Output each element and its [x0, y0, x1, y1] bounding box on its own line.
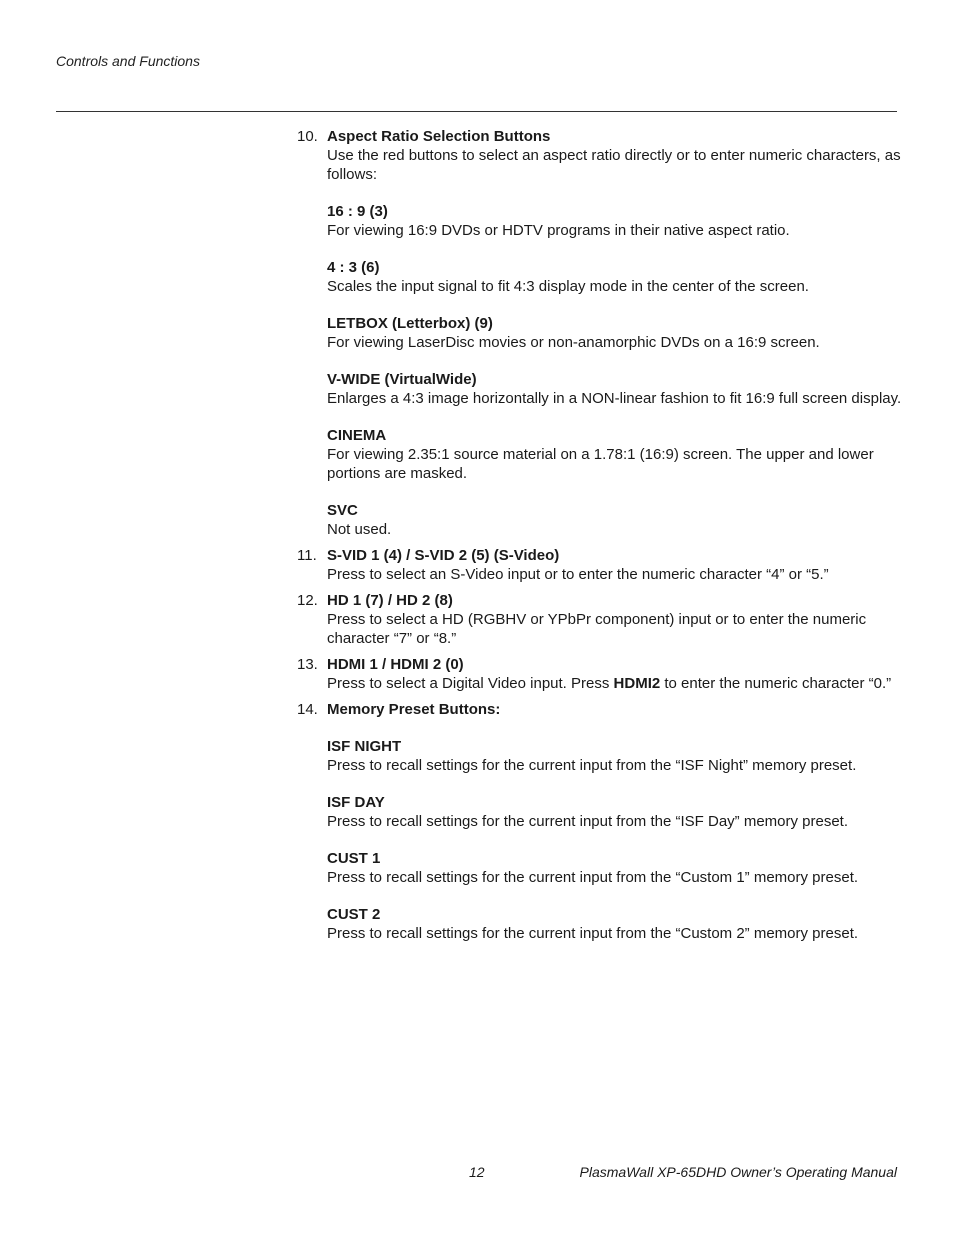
item-number: 14. — [297, 701, 318, 718]
item-title: Memory Preset Buttons: — [327, 701, 501, 718]
item-title: S-VID 1 (4) / S-VID 2 (5) (S-Video) — [327, 547, 560, 564]
sub-item-title: LETBOX (Letterbox) (9) — [327, 315, 493, 332]
sub-item-letbox — [327, 314, 902, 352]
sub-item-cust-1 — [327, 849, 902, 887]
item-description: Press to select an S-Video input or to enter the numeric character “4” or “5.” — [327, 566, 829, 583]
header-divider — [56, 111, 897, 112]
sub-item-title: CINEMA — [327, 427, 387, 444]
list-item-14 — [297, 700, 902, 943]
item-title: Aspect Ratio Selection Buttons — [327, 128, 551, 145]
item-description: Use the red buttons to select an aspect ratio directly or to enter numeric characters, as follows: — [327, 147, 901, 183]
list-item-13 — [297, 655, 902, 693]
sub-item-cinema — [327, 426, 902, 483]
sub-item-v-wide — [327, 370, 902, 408]
sub-item-description: For viewing 16:9 DVDs or HDTV programs in their native aspect ratio. — [327, 222, 790, 239]
sub-item-isf-night — [327, 737, 902, 775]
item-number: 11. — [297, 547, 317, 564]
sub-item-cust-2 — [327, 905, 902, 943]
item-description-text: Press to select a Digital Video input. Press — [327, 675, 614, 692]
sub-item-description: Press to recall settings for the current input from the “ISF Night” memory preset. — [327, 757, 857, 774]
sub-item-description: Enlarges a 4:3 image horizontally in a NON-linear fashion to fit 16:9 full screen display. — [327, 390, 902, 407]
running-header: Controls and Functions — [56, 53, 200, 69]
item-number: 13. — [297, 656, 318, 673]
item-description — [327, 674, 902, 693]
item-description-text: to enter the numeric character “0.” — [660, 675, 892, 692]
page-number: 12 — [469, 1164, 485, 1180]
sub-item-title: CUST 1 — [327, 850, 381, 867]
sub-item-title: SVC — [327, 502, 358, 519]
list-item-12 — [297, 591, 902, 648]
sub-item-16-9 — [327, 202, 902, 240]
item-title: HDMI 1 / HDMI 2 (0) — [327, 656, 464, 673]
sub-item-description: For viewing 2.35:1 source material on a 1.78:1 (16:9) screen. The upper and lower portions are masked. — [327, 446, 874, 482]
item-number: 10. — [297, 128, 318, 145]
sub-item-title: 16 : 9 (3) — [327, 203, 388, 220]
list-item-10 — [297, 127, 902, 539]
sub-item-description: Not used. — [327, 521, 392, 538]
sub-item-4-3 — [327, 258, 902, 296]
sub-item-description: Scales the input signal to fit 4:3 display mode in the center of the screen. — [327, 278, 809, 295]
sub-item-title: CUST 2 — [327, 906, 381, 923]
list-item-11 — [297, 546, 902, 584]
item-title: HD 1 (7) / HD 2 (8) — [327, 592, 453, 609]
sub-item-title: 4 : 3 (6) — [327, 259, 380, 276]
item-description-bold: HDMI2 — [613, 675, 661, 692]
sub-item-title: ISF NIGHT — [327, 738, 402, 755]
sub-item-description: Press to recall settings for the current input from the “Custom 1” memory preset. — [327, 869, 859, 886]
sub-item-isf-day — [327, 793, 902, 831]
item-description: Press to select a HD (RGBHV or YPbPr component) input or to enter the numeric character “7” or “8.” — [327, 611, 867, 647]
sub-item-title: V-WIDE (VirtualWide) — [327, 371, 477, 388]
sub-item-description: Press to recall settings for the current input from the “ISF Day” memory preset. — [327, 813, 849, 830]
sub-item-svc — [327, 501, 902, 539]
manual-title: PlasmaWall XP-65DHD Owner’s Operating Manual — [579, 1164, 897, 1180]
item-number: 12. — [297, 592, 318, 609]
sub-item-description: For viewing LaserDisc movies or non-anamorphic DVDs on a 16:9 screen. — [327, 334, 820, 351]
sub-item-description: Press to recall settings for the current input from the “Custom 2” memory preset. — [327, 925, 859, 942]
main-content — [297, 127, 902, 943]
sub-item-title: ISF DAY — [327, 794, 385, 811]
